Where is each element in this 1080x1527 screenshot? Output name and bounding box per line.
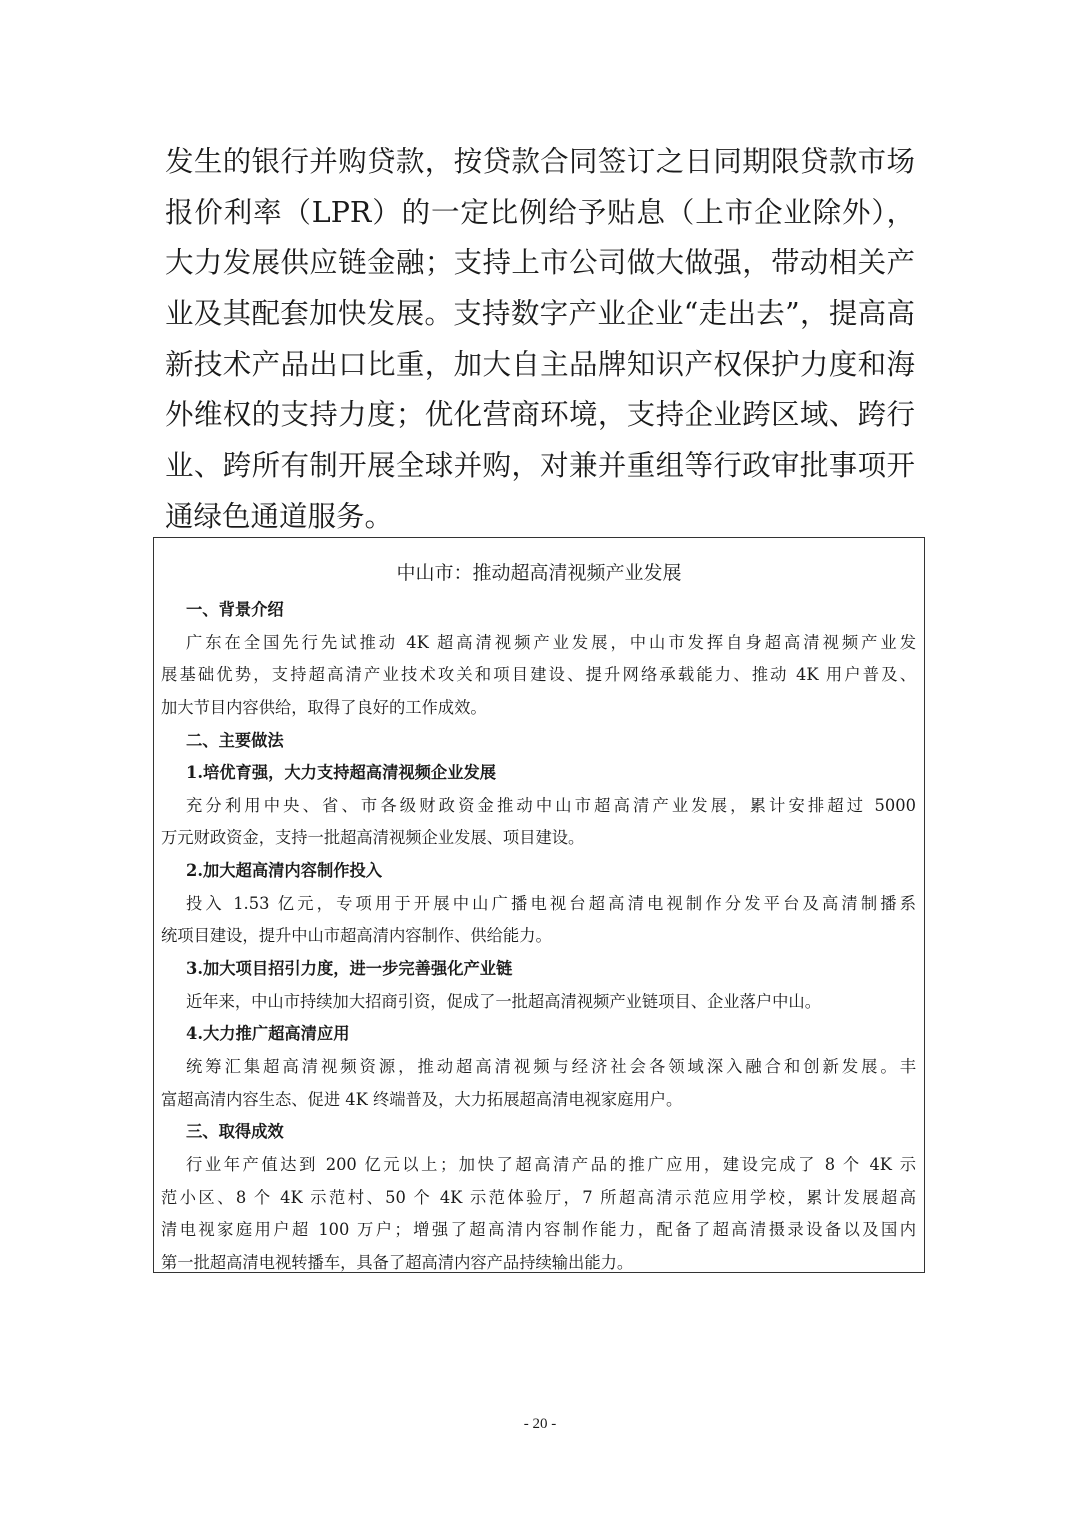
paragraph-line: 清电视家庭用户超 100 万户；增强了超高清内容制作能力，配备了超高清摄录设备以及国内 <box>161 1220 916 1240</box>
paragraph-line: 展基础优势，支持超高清产业技术攻关和项目建设、提升网络承载能力、推动 4K 用户普及、 <box>161 665 916 685</box>
paragraph-line: 统筹汇集超高清视频资源，推动超高清视频与经济社会各领域深入融合和创新发展。丰 <box>186 1056 916 1076</box>
paragraph-line: 万元财政资金，支持一批超高清视频企业发展、项目建设。 <box>161 828 585 848</box>
section-heading: 4.大力推广超高清应用 <box>186 1024 350 1044</box>
paragraph-line: 统项目建设，提升中山市超高清内容制作、供给能力。 <box>161 926 552 946</box>
body-text <box>165 137 915 543</box>
body-text-line: 报价利率（LPR）的一定比例给予贴息（上市企业除外）， <box>165 195 915 229</box>
section-heading: 1.培优育强，大力支持超高清视频企业发展 <box>186 763 497 783</box>
body-text-line: 发生的银行并购贷款，按贷款合同签订之日同期限贷款市场 <box>165 145 915 178</box>
paragraph-line: 广东在全国先行先试推动 4K 超高清视频产业发展，中山市发挥自身超高清视频产业发 <box>186 632 916 652</box>
section-heading: 二、主要做法 <box>186 730 284 750</box>
paragraph-line: 范小区、8 个 4K 示范村、50 个 4K 示范体验厅，7 所超高清示范应用学校，累计发展超高 <box>161 1187 916 1207</box>
section-heading: 三、取得成效 <box>186 1122 284 1142</box>
paragraph-line: 近年来，中山市持续加大招商引资，促成了一批超高清视频产业链项目、企业落户中山。 <box>186 991 821 1011</box>
case-study-content <box>161 594 916 1279</box>
section-heading: 2.加大超高清内容制作投入 <box>186 861 383 881</box>
body-text-line: 新技术产品出口比重，加大自主品牌知识产权保护力度和海 <box>165 347 915 381</box>
body-text-line: 外维权的支持力度；优化营商环境，支持企业跨区域、跨行 <box>165 398 915 432</box>
section-heading: 3.加大项目招引力度，进一步完善强化产业链 <box>186 959 513 979</box>
case-study-box <box>153 537 925 1273</box>
body-text-line: 通绿色通道服务。 <box>165 499 394 533</box>
paragraph-line: 充分利用中央、省、市各级财政资金推动中山市超高清产业发展，累计安排超过 5000 <box>186 795 916 815</box>
paragraph-line: 第一批超高清电视转播车，具备了超高清内容产品持续输出能力。 <box>161 1252 634 1272</box>
page-number: - 20 - <box>523 1416 557 1432</box>
body-text-line: 业及其配套加快发展。支持数字产业企业“走出去”，提高高 <box>165 297 915 331</box>
paragraph-line: 加大节目内容供给，取得了良好的工作成效。 <box>161 697 487 717</box>
paragraph-line: 富超高清内容生态、促进 4K 终端普及，大力拓展超高清电视家庭用户。 <box>161 1089 683 1109</box>
section-heading: 一、背景介绍 <box>186 600 284 619</box>
paragraph-line: 投入 1.53 亿元，专项用于开展中山广播电视台超高清电视制作分发平台及高清制播系 <box>186 893 916 913</box>
case-study-title: 中山市：推动超高清视频产业发展 <box>396 562 682 584</box>
body-text-line: 大力发展供应链金融；支持上市公司做大做强，带动相关产 <box>165 246 915 280</box>
paragraph-line: 行业年产值达到 200 亿元以上；加快了超高清产品的推广应用，建设完成了 8 个 4K 示 <box>186 1154 916 1174</box>
body-text-line: 业、跨所有制开展全球并购，对兼并重组等行政审批事项开 <box>165 449 915 483</box>
